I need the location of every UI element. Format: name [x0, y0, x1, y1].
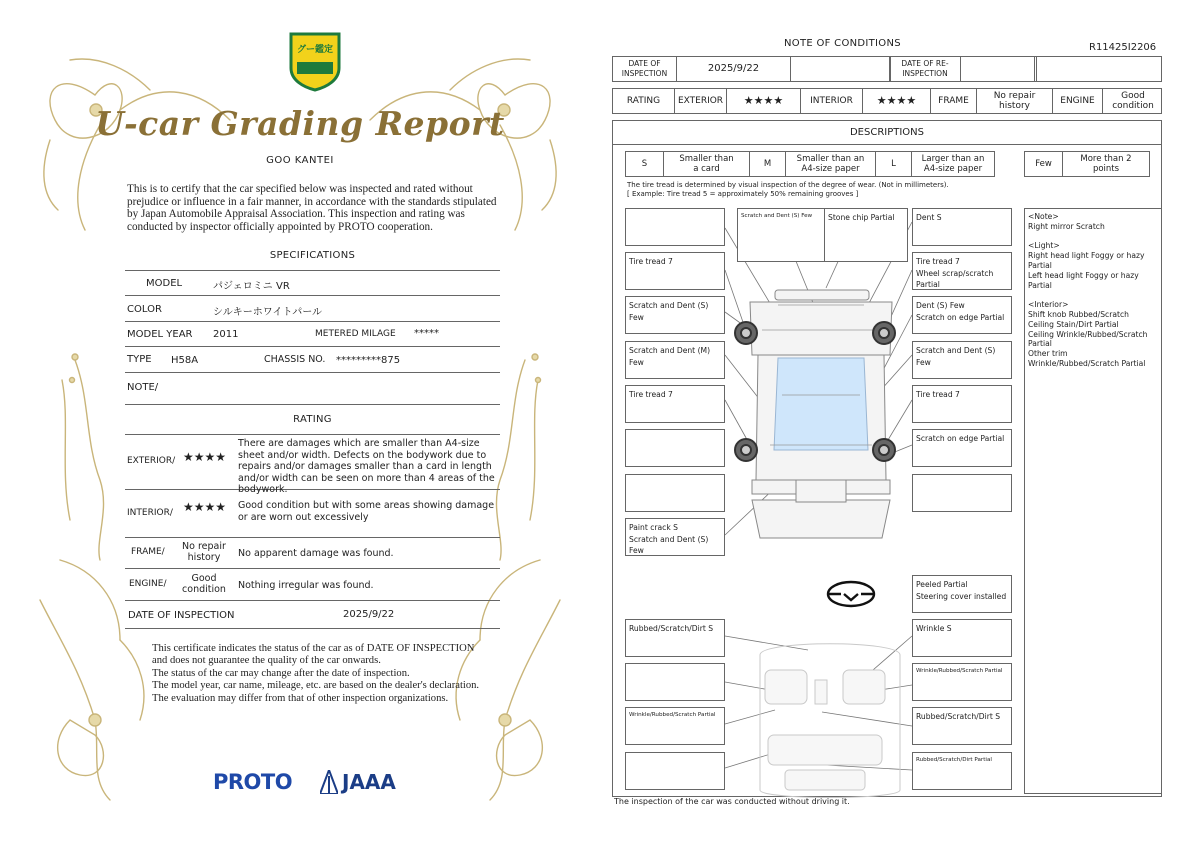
exterior-label: EXTERIOR	[675, 89, 727, 113]
date-label: DATE OF INSPECTION	[128, 610, 235, 621]
legend-m-desc: Smaller than an A4-size paper	[786, 152, 876, 176]
exterior-label: EXTERIOR/	[127, 456, 176, 466]
legend-few-desc: More than 2 points	[1080, 153, 1132, 174]
damage-box-right-6	[912, 474, 1012, 512]
interior-box-right-3: Rubbed/Scratch/Dirt S	[912, 707, 1012, 745]
certificate-disclaimer	[152, 643, 482, 705]
interior-description: Good condition but with some areas showing damage or are worn out excessively	[238, 500, 495, 523]
frame-value: No repair history	[977, 89, 1053, 113]
damage-box-right-5: Scratch on edge Partial	[912, 429, 1012, 467]
exterior-stars: ★★★★	[183, 450, 227, 464]
color-value: シルキーホワイトパール	[213, 307, 323, 318]
shield-badge-icon	[287, 30, 343, 92]
legend-l: L	[876, 152, 912, 176]
model-label: MODEL	[146, 278, 183, 289]
model-year-value: 2011	[213, 329, 239, 340]
spec-row-type	[125, 347, 500, 373]
interior-box-right-2: Wrinkle/Rubbed/Scratch Partial	[912, 663, 1012, 701]
badge-text: グー鑑定	[296, 45, 333, 55]
note-line	[1028, 232, 1158, 242]
spec-row-note	[125, 373, 500, 405]
disclaimer-line: The status of the car may change after the date of inspection.	[152, 667, 410, 679]
report-title: U-car Grading Report	[95, 104, 505, 143]
damage-box-left-4: Tire tread 7	[625, 385, 725, 423]
damage-box-hood: Stone chip Partial	[824, 208, 908, 262]
damage-box-left-3: Scratch and Dent (M) Few	[625, 341, 725, 379]
blank-cell	[1037, 57, 1163, 81]
note-line: Left head light Foggy or hazy Partial	[1028, 270, 1139, 290]
disclaimer-line: This certificate indicates the status of the car as of DATE OF INSPECTION and does not guarantee the quality of the car onwards.	[152, 643, 475, 667]
note-line: Right mirror Scratch	[1028, 221, 1105, 231]
specifications-heading: SPECIFICATIONS	[269, 250, 356, 261]
reinspection-value	[961, 57, 1037, 81]
disclaimer-line: The model year, car name, mileage, etc. are based on the dealer's declaration.	[152, 680, 480, 692]
report-subtitle: GOO KANTEI	[266, 155, 334, 166]
rating-label: RATING	[613, 89, 675, 113]
note-line: <Note>	[1028, 212, 1059, 221]
exterior-stars: ★★★★	[727, 89, 801, 113]
chassis-label: CHASSIS NO.	[264, 354, 326, 365]
interior-box-right-4: Rubbed/Scratch/Dirt Partial	[912, 752, 1012, 790]
model-value: パジェロミニ VR	[213, 281, 290, 292]
note-label: NOTE/	[127, 382, 159, 393]
frame-label: FRAME/	[131, 547, 165, 557]
engine-value: Good condition	[1112, 90, 1154, 111]
frame-label: FRAME	[931, 89, 977, 113]
proto-logo-text: PROTO	[213, 770, 293, 794]
engine-description: Nothing irregular was found.	[238, 580, 374, 591]
metered-mileage-value: *****	[414, 328, 439, 339]
note-line: Other trim Wrinkle/Rubbed/Scratch Partial	[1028, 349, 1146, 368]
damage-box-left-5	[625, 429, 725, 467]
legend-s: S	[626, 152, 664, 176]
goo-kantei-badge	[287, 30, 343, 92]
rating-row-exterior	[125, 434, 500, 495]
damage-box-front-right: Dent S	[912, 208, 1012, 246]
blank-cell	[791, 57, 891, 81]
note-of-conditions	[600, 0, 1200, 848]
damage-box-left-1: Tire tread 7	[625, 252, 725, 290]
date-of-inspection-label: DATE OF INSPECTION	[613, 57, 677, 81]
interior-stars: ★★★★	[183, 500, 227, 514]
engine-label: ENGINE/	[129, 579, 167, 589]
type-label: TYPE	[127, 354, 152, 365]
date-value: 2025/9/22	[343, 609, 395, 620]
interior-box-left-1: Rubbed/Scratch/Dirt S	[625, 619, 725, 657]
legend-m: M	[750, 152, 786, 176]
rating-heading: RATING	[293, 414, 332, 425]
legend-s-desc: Smaller than a card	[664, 152, 750, 176]
damage-box-hood-left: Scratch and Dent (S) Few	[737, 208, 837, 262]
few-legend	[1024, 151, 1150, 177]
proto-logo	[213, 770, 292, 794]
spec-row-model	[125, 270, 500, 296]
inspection-dates-row	[612, 56, 1162, 82]
interior-box-left-2	[625, 663, 725, 701]
jaaa-mark-icon	[320, 770, 338, 794]
spec-row-color	[125, 296, 500, 322]
damage-box-right-2: Dent (S) Few Scratch on edge Partial	[912, 296, 1012, 334]
tread-note-line: The tire tread is determined by visual inspection of the degree of wear. (Not in millimeters).	[627, 181, 949, 189]
legend-l-desc: Larger than an A4-size paper	[921, 153, 985, 174]
note-line: Ceiling Wrinkle/Rubbed/Scratch Partial	[1028, 329, 1148, 349]
report-code: R11425I2206	[1089, 42, 1157, 53]
engine-label: ENGINE	[1053, 89, 1103, 113]
interior-label: INTERIOR/	[127, 508, 173, 518]
inspection-disclaimer: The inspection of the car was conducted without driving it.	[614, 797, 850, 806]
jaaa-logo-text: JAAA	[342, 770, 396, 794]
interior-box-left-3: Wrinkle/Rubbed/Scratch Partial	[625, 707, 725, 745]
damage-box-left-6	[625, 474, 725, 512]
tire-tread-note	[627, 181, 949, 199]
interior-label: INTERIOR	[801, 89, 863, 113]
note-line: <Light>	[1028, 241, 1060, 251]
engine-value: Good condition	[182, 573, 226, 595]
date-of-reinspection-label: DATE OF RE-INSPECTION	[889, 57, 961, 81]
legend-few: Few	[1025, 152, 1063, 176]
spec-row-model-year	[125, 322, 500, 347]
model-year-label: MODEL YEAR	[127, 329, 193, 340]
rating-row-frame	[125, 538, 500, 569]
note-line: Shift knob Rubbed/Scratch	[1028, 309, 1129, 319]
interior-box-left-4	[625, 752, 725, 790]
rating-summary-row	[612, 88, 1162, 114]
date-of-inspection-row	[125, 601, 500, 629]
frame-value: No repair history	[182, 541, 226, 563]
note-title: NOTE OF CONDITIONS	[784, 38, 901, 49]
jaaa-logo	[342, 770, 396, 794]
damage-box-left-7: Paint crack S Scratch and Dent (S) Few	[625, 518, 725, 556]
note-line: Right head light Foggy or hazy Partial	[1028, 251, 1145, 270]
note-line: <Interior>	[1028, 300, 1069, 310]
damage-box-steering: Peeled Partial Steering cover installed	[912, 575, 1012, 613]
interior-box-right-1: Wrinkle S	[912, 619, 1012, 657]
condition-notes-list	[1024, 208, 1162, 794]
damage-box-right-3: Scratch and Dent (S) Few	[912, 341, 1012, 379]
tread-note-line: [ Example: Tire tread 5 = approximately 50% remaining grooves ]	[627, 190, 859, 198]
damage-box-right-4: Tire tread 7	[912, 385, 1012, 423]
size-legend	[625, 151, 995, 177]
descriptions-heading: DESCRIPTIONS	[613, 121, 1161, 145]
frame-description: No apparent damage was found.	[238, 548, 394, 559]
disclaimer-line: The evaluation may differ from that of other inspection organizations.	[152, 692, 449, 704]
note-line: Ceiling Stain/Dirt Partial	[1028, 319, 1119, 329]
rating-row-interior	[125, 490, 500, 538]
rating-row-engine	[125, 569, 500, 601]
certification-statement: This is to certify that the car specified below was inspected and rated without prejudice or influence in a fair manner, in accordance with the standards stipulated by Japan Automobile Appraisal Association. This inspection and rating was conducted by inspector officially appointed by PROTO cooperation.	[127, 183, 497, 233]
damage-box-left-2: Scratch and Dent (S) Few	[625, 296, 725, 334]
metered-mileage-label: METERED MILAGE	[315, 329, 396, 339]
interior-stars: ★★★★	[863, 89, 931, 113]
date-of-inspection-value: 2025/9/22	[677, 57, 791, 81]
damage-box-front-left	[625, 208, 725, 246]
chassis-value: *********875	[336, 355, 401, 366]
exterior-description: There are damages which are smaller than A4-size sheet and/or width. Defects on the bodywork due to repairs and/or damages smaller than a card in length and/or width can be seen on more than 4 areas of the bodywork.	[238, 438, 495, 495]
note-line	[1028, 290, 1158, 300]
color-label: COLOR	[127, 304, 162, 315]
type-value: H58A	[171, 355, 199, 366]
damage-box-right-1: Tire tread 7 Wheel scrap/scratch Partial	[912, 252, 1012, 290]
